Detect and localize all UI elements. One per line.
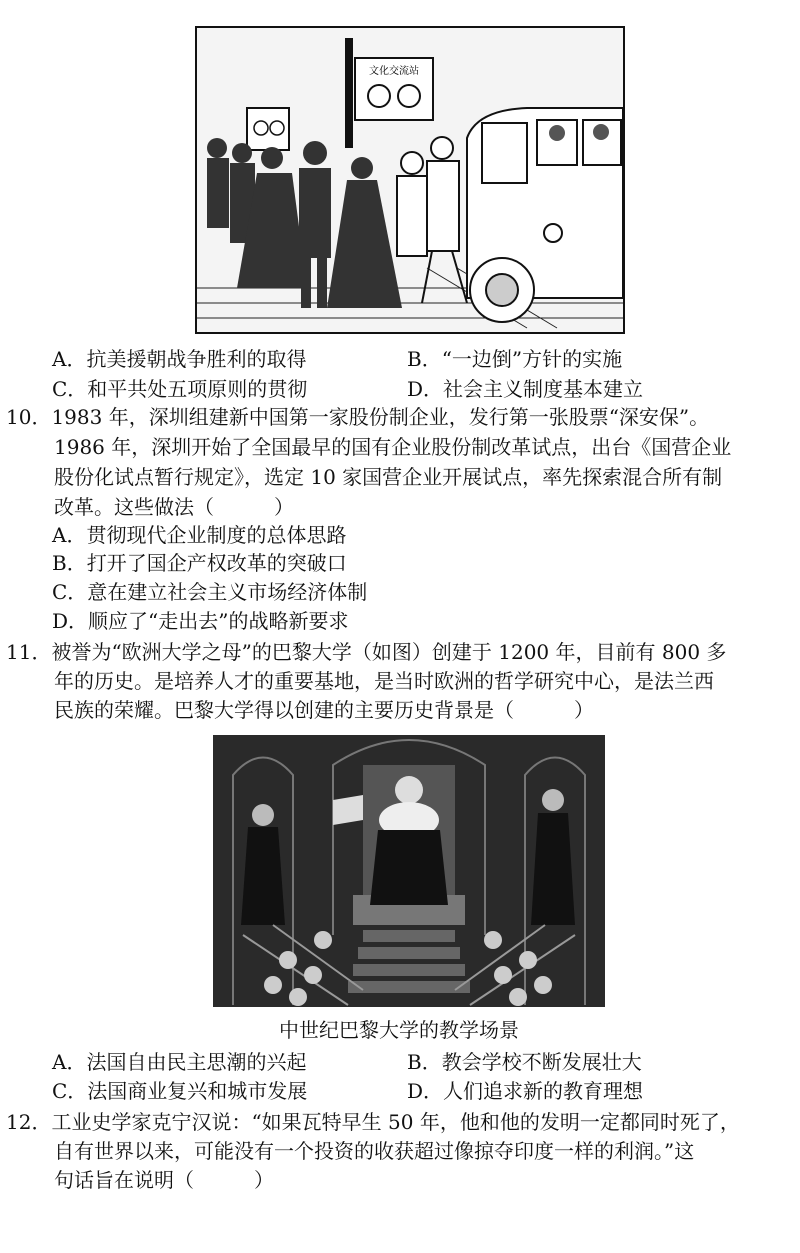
- q12-line-1: 12．工业史学家克宁汉说：“如果瓦特早生 50 年，他和他的发明一定都同时死了，: [6, 1110, 740, 1134]
- classroom-engraving: [213, 735, 605, 1007]
- q11-figure-caption: 中世纪巴黎大学的教学场景: [279, 1018, 519, 1042]
- q11-line-2: 年的历史。是培养人才的重要基地，是当时欧洲的哲学研究中心，是法兰西: [54, 669, 714, 693]
- q9-option-a: A．抗美援朝战争胜利的取得: [52, 347, 307, 371]
- q10-line-3: 股份化试点暂行规定》，选定 10 家国营企业开展试点，率先探索混合所有制: [54, 465, 723, 489]
- q11-option-c: C．法国商业复兴和城市发展: [52, 1079, 308, 1103]
- q11-classroom-figure: [213, 735, 605, 1007]
- q11-line-3: 民族的荣耀。巴黎大学得以创建的主要历史背景是（ ）: [54, 698, 594, 722]
- sign-text: 文化交流站: [369, 66, 419, 77]
- q10-option-a: A．贯彻现代企业制度的总体思路: [52, 523, 347, 547]
- q10-option-b: B．打开了国企产权改革的突破口: [52, 551, 347, 575]
- q10-line-1: 10．1983 年，深圳组建新中国第一家股份制企业，发行第一张股票“深安保”。: [6, 405, 710, 429]
- q11-option-a: A．法国自由民主思潮的兴起: [52, 1050, 307, 1074]
- q9-option-d: D．社会主义制度基本建立: [407, 377, 644, 401]
- q9-option-c: C．和平共处五项原则的贯彻: [52, 377, 308, 401]
- q11-option-b: B．教会学校不断发展壮大: [407, 1050, 642, 1074]
- q12-line-3: 句话旨在说明（ ）: [54, 1168, 274, 1192]
- q10-line-2: 1986 年，深圳开始了全国最早的国有企业股份制改革试点，出台《国营企业: [54, 435, 732, 459]
- q10-line-4: 改革。这些做法（ ）: [54, 495, 294, 519]
- q9-option-b: B．“一边倒”方针的实施: [407, 347, 623, 371]
- cartoon-drawing: [197, 28, 623, 332]
- q10-option-d: D．顺应了“走出去”的战略新要求: [52, 609, 349, 633]
- q10-option-c: C．意在建立社会主义市场经济体制: [52, 580, 368, 604]
- q12-line-2: 自有世界以来，可能没有一个投资的收获超过像掠夺印度一样的利润。”这: [54, 1139, 695, 1163]
- q9-cartoon-figure: [195, 26, 625, 334]
- q11-option-d: D．人们追求新的教育理想: [407, 1079, 644, 1103]
- q11-line-1: 11．被誉为“欧洲大学之母”的巴黎大学（如图）创建于 1200 年，目前有 800 多: [6, 640, 727, 664]
